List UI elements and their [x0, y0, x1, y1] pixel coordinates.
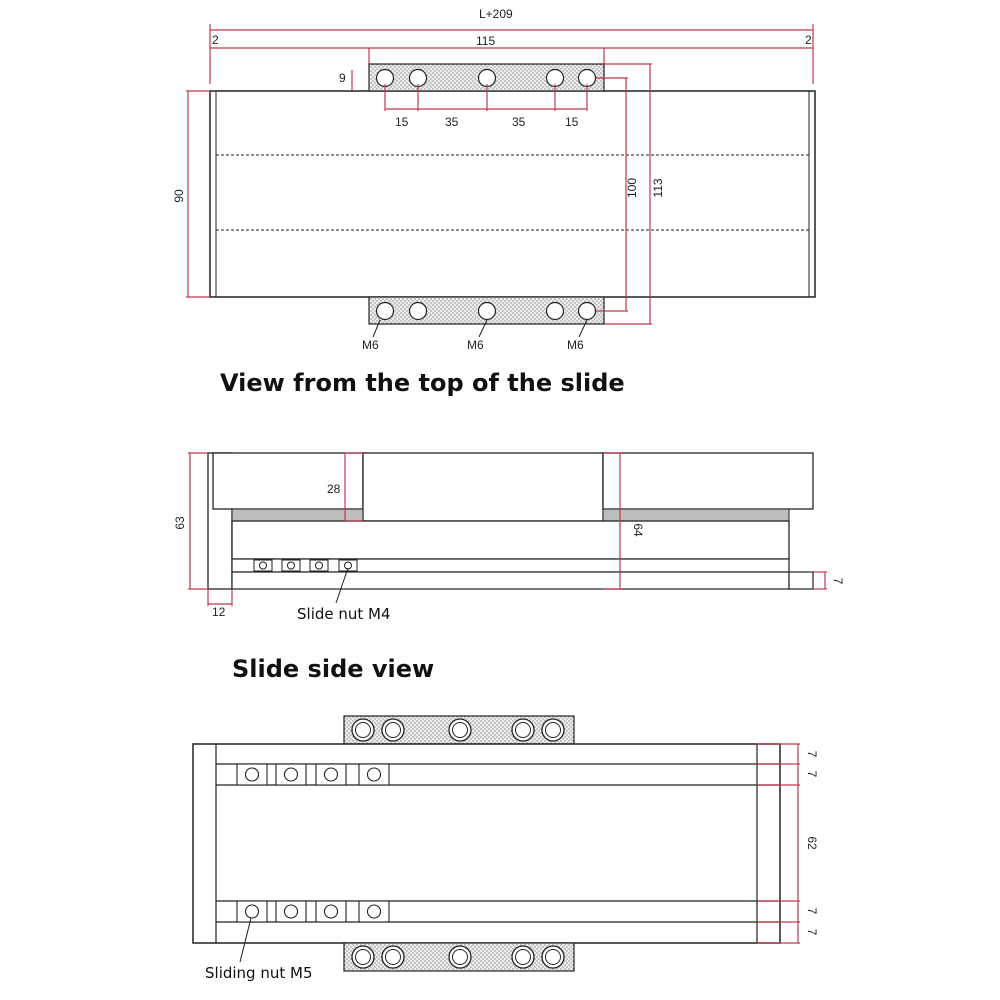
dim-end-width: 12 — [212, 605, 226, 619]
dim-bottom-5: 7 — [805, 928, 819, 936]
dim-top-offset: 9 — [339, 71, 346, 85]
rail-side — [232, 521, 789, 559]
dim-right-gap: 2 — [805, 33, 812, 47]
thread-label-1: M6 — [362, 338, 379, 352]
base-plate — [232, 572, 789, 589]
dim-carriage-width: 115 — [476, 34, 496, 48]
dim-body-height: 90 — [172, 189, 186, 203]
dim-carriage-height: 28 — [327, 482, 341, 496]
body-height-dimension — [186, 91, 210, 297]
carriage-side — [363, 453, 603, 521]
bottom-carriage-top — [344, 716, 574, 744]
end-block-right — [789, 572, 813, 589]
gray-strip-right — [603, 509, 789, 521]
dim-base-thickness: 7 — [831, 577, 845, 585]
dim-spacing-1: 15 — [395, 115, 409, 129]
bottom-view — [193, 716, 819, 982]
dim-bottom-3: 62 — [805, 836, 819, 850]
side-view-title: Slide side view — [232, 655, 435, 683]
slide-nut-label: Slide nut M4 — [297, 605, 391, 623]
dim-bottom-1: 7 — [805, 750, 819, 758]
bottom-carriage-bottom — [344, 943, 574, 971]
dim-total-height: 63 — [173, 516, 187, 530]
gray-strip-left — [232, 509, 363, 521]
dim-carriage-length: 113 — [651, 178, 665, 198]
thread-label-3: M6 — [567, 338, 584, 352]
top-block-right — [603, 453, 813, 509]
dim-spacing-2: 35 — [445, 115, 459, 129]
dim-bottom-4: 7 — [805, 907, 819, 915]
dim-overall: L+209 — [479, 7, 513, 21]
top-view-title: View from the top of the slide — [220, 369, 625, 397]
dim-full-height: 64 — [631, 523, 645, 537]
dim-spacing-3: 35 — [512, 115, 526, 129]
thread-label-2: M6 — [467, 338, 484, 352]
side-view — [173, 453, 845, 683]
sliding-nut-label: Sliding nut M5 — [205, 964, 313, 982]
top-block-left — [213, 453, 363, 509]
top-view — [172, 7, 815, 397]
dim-left-gap: 2 — [212, 33, 219, 47]
dim-bottom-2: 7 — [805, 770, 819, 778]
dim-hole-span: 100 — [625, 177, 639, 199]
dim-spacing-4: 15 — [565, 115, 579, 129]
